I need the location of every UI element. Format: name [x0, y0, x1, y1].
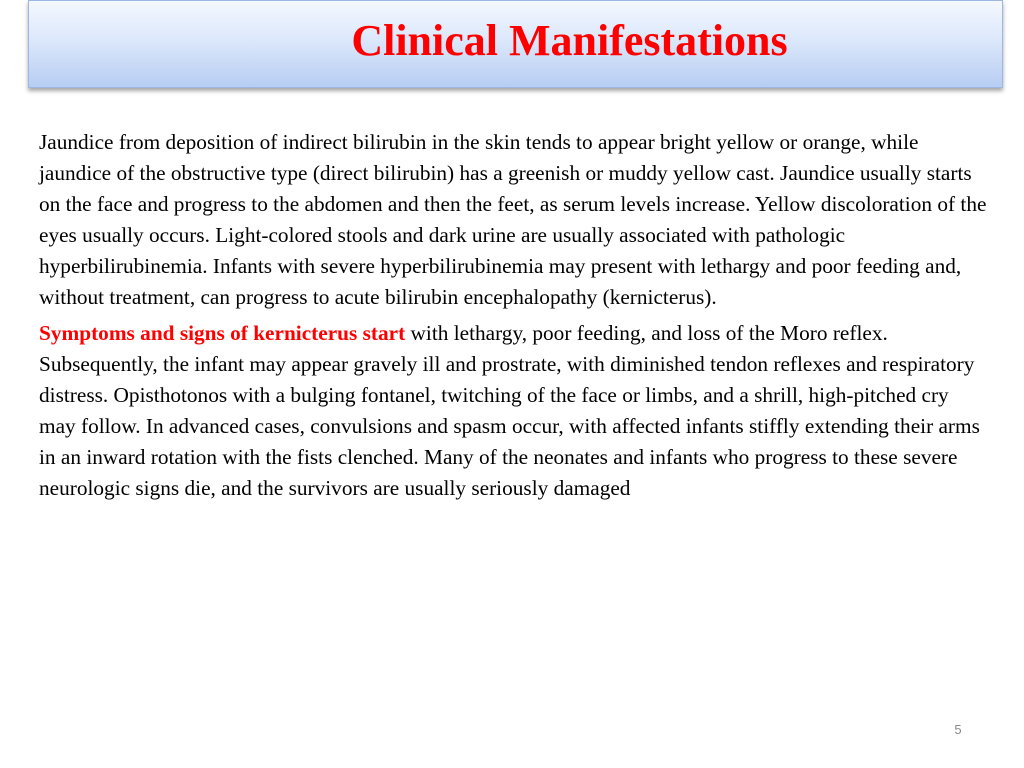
title-bar [28, 0, 1003, 88]
paragraph-kernicterus [39, 318, 989, 504]
slide-title: Clinical Manifestations [351, 16, 788, 65]
page-number: 5 [954, 722, 962, 737]
kernicterus-body-text: with lethargy, poor feeding, and loss of the Moro reflex. Subsequently, the infant may appear gravely ill and prostrate, with diminished tendon reflexes and respiratory distress. Opisthotonos with a bulging fontanel, twitching of the face or limbs, and a shrill, high-pitched cry may follow. In advanced cases, convulsions and spasm occur, with affected infants stiffly extending their arms in an inward rotation with the fists clenched. Many of the neonates and infants who progress to these severe neurologic signs die, and the survivors are usually seriously damaged [39, 321, 980, 500]
paragraph-jaundice: Jaundice from deposition of indirect bilirubin in the skin tends to appear bright yellow or orange, while jaundice of the obstructive type (direct bilirubin) has a greenish or muddy yellow cast. Jaundice usually starts on the face and progress to the abdomen and then the feet, as serum levels increase. Yellow discoloration of the eyes usually occurs. Light-colored stools and dark urine are usually associated with pathologic hyperbilirubinemia. Infants with severe hyperbilirubinemia may present with lethargy and poor feeding and, without treatment, can progress to acute bilirubin encephalopathy (kernicterus). [39, 130, 987, 309]
slide-body [39, 127, 989, 504]
kernicterus-lead-text: Symptoms and signs of kernicterus start [39, 321, 406, 345]
